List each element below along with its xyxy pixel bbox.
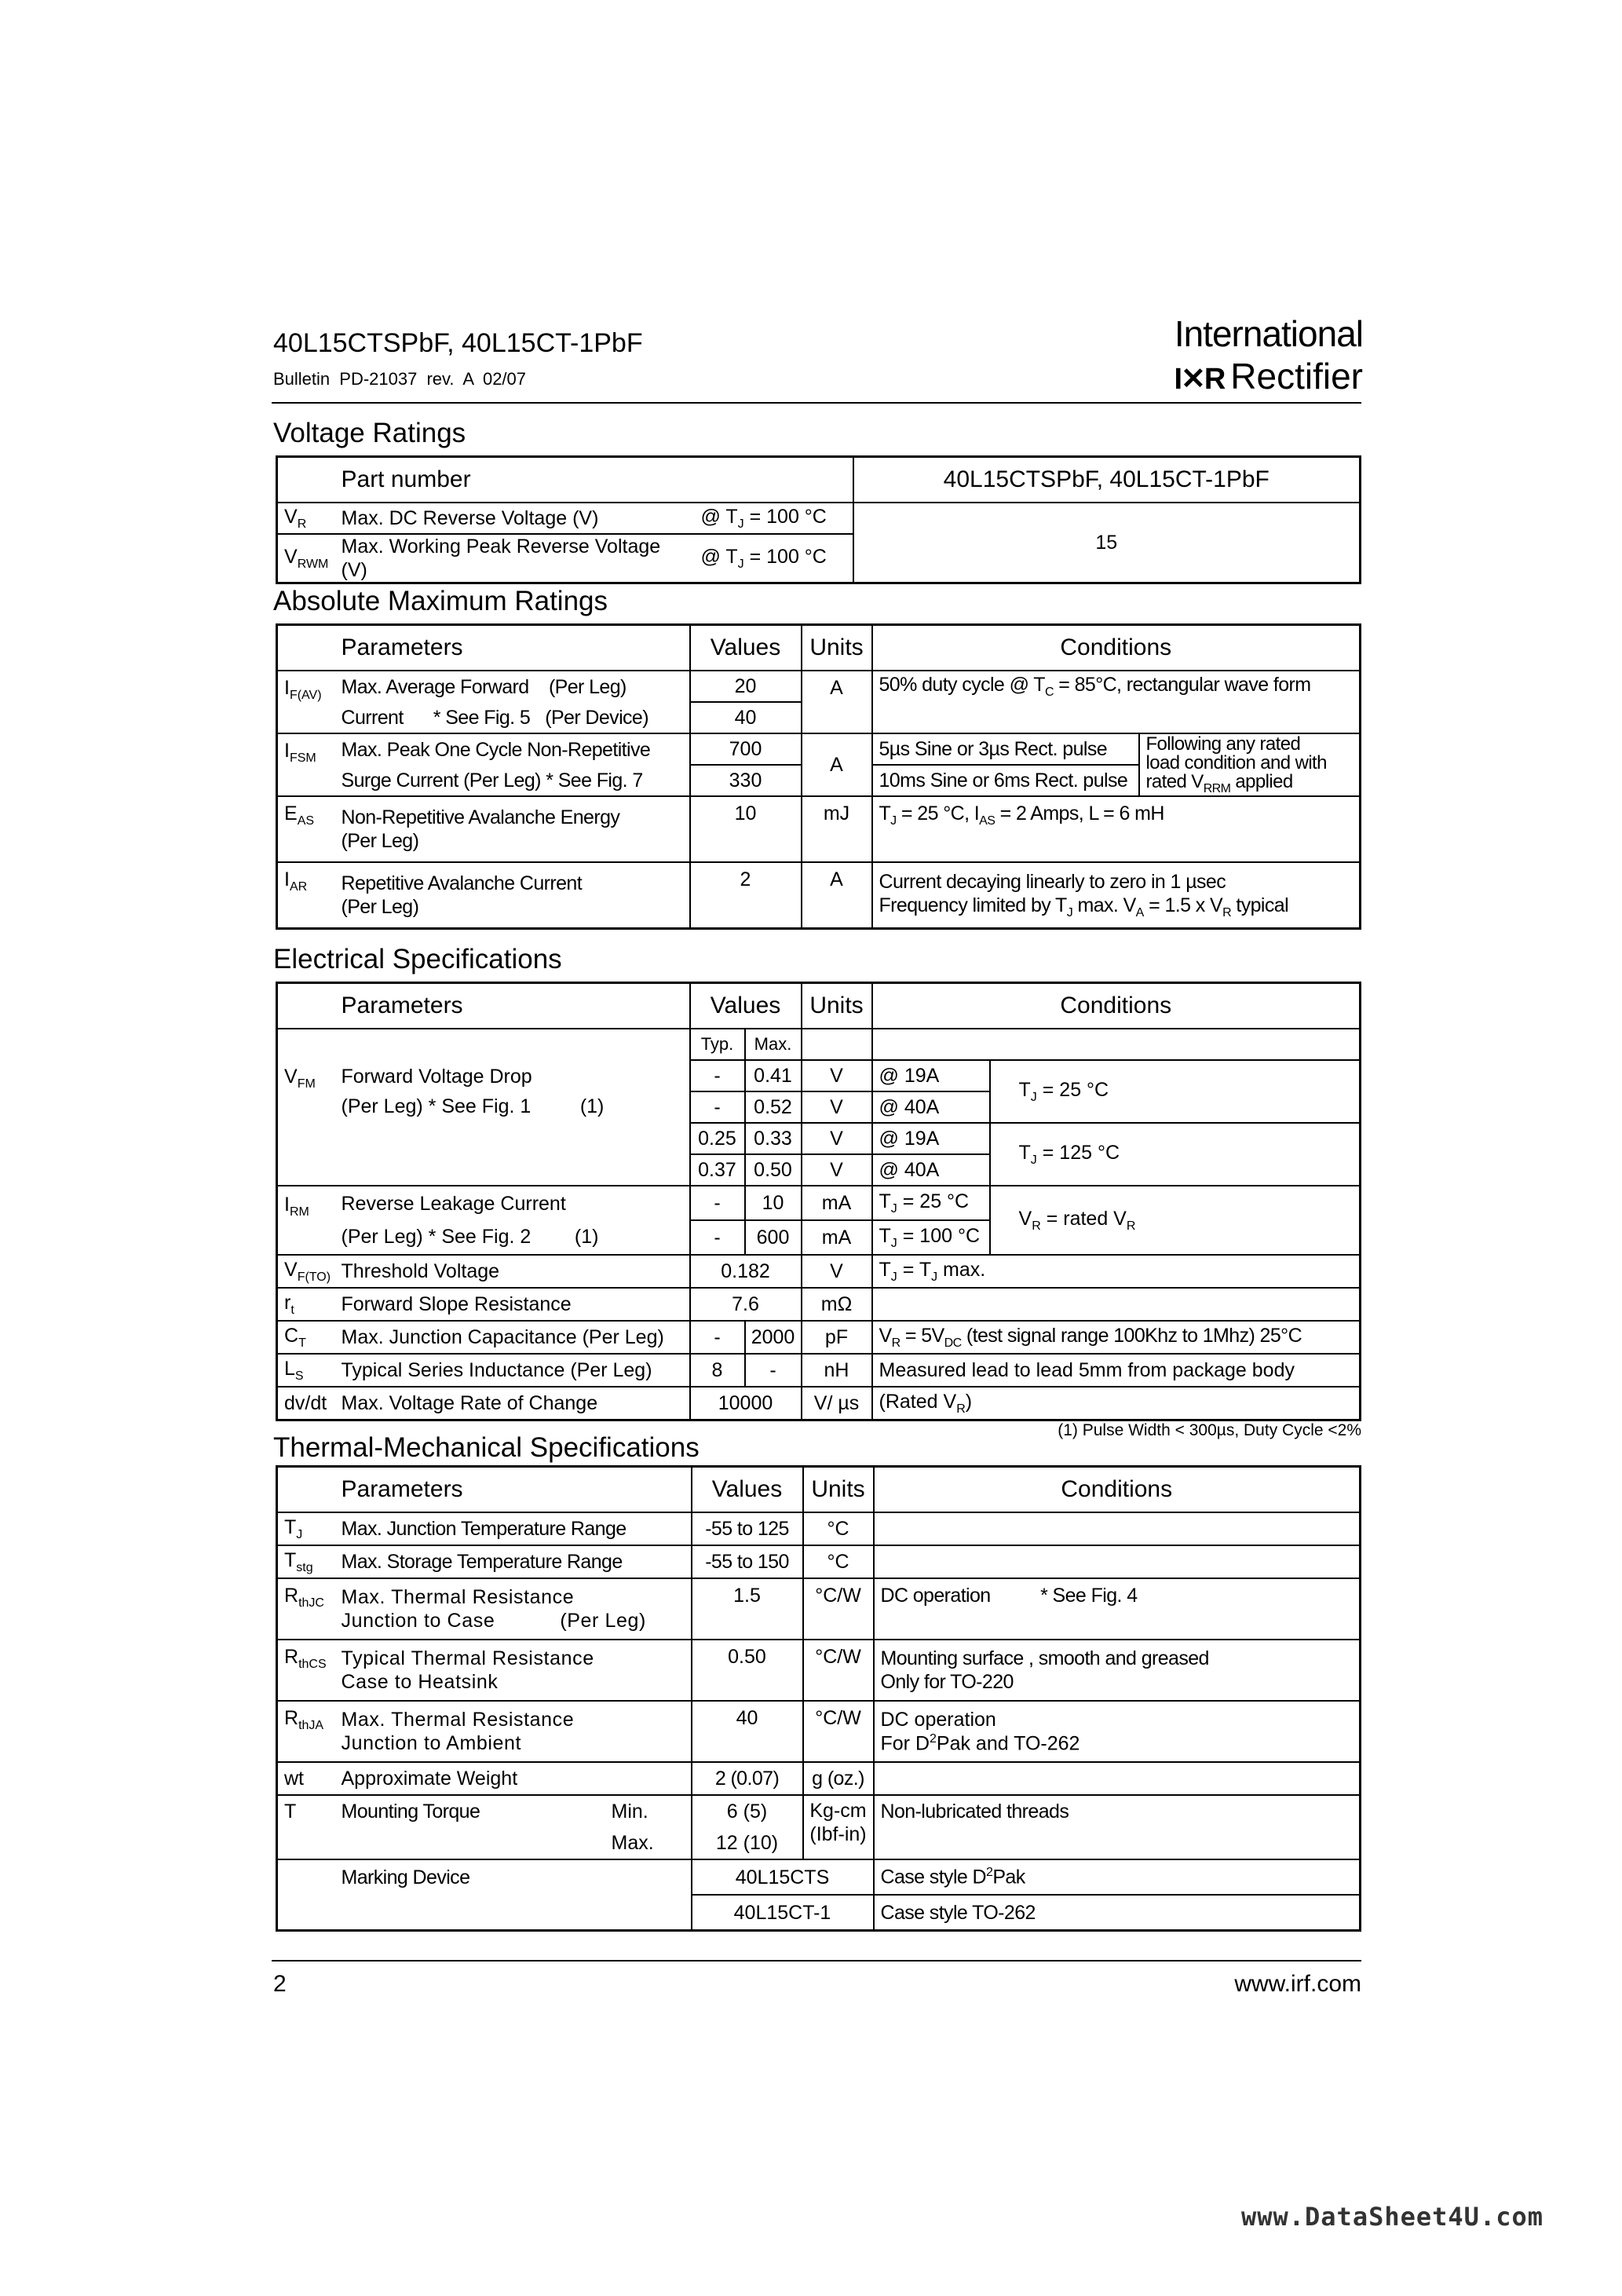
unit-rthcs: °C/W bbox=[803, 1640, 874, 1701]
vfm-typ-2: - bbox=[690, 1091, 745, 1123]
website-url[interactable]: www.irf.com bbox=[1234, 1971, 1361, 1997]
section-heading-electrical: Electrical Specifications bbox=[273, 944, 562, 974]
cell-empty bbox=[335, 1827, 605, 1859]
unit-tstg: °C bbox=[803, 1545, 874, 1578]
brand-name-line1: International bbox=[1174, 313, 1363, 354]
cond-marking-2: Case style TO-262 bbox=[874, 1895, 1361, 1931]
col-header-parameters: Parameters bbox=[335, 983, 690, 1029]
cell-empty bbox=[277, 457, 335, 503]
cond-dvdt: (Rated $V_R$) bbox=[872, 1387, 1361, 1420]
value-marking-1: 40L15CTS bbox=[692, 1859, 874, 1895]
param-vfm: Forward Voltage Drop (Per Leg) * See Fig. 1 (1) bbox=[335, 1060, 690, 1186]
cell-empty bbox=[874, 1545, 1361, 1578]
unit-ct: pF bbox=[802, 1321, 872, 1354]
irm-max-2: 600 bbox=[745, 1220, 802, 1255]
param-marking: Marking Device bbox=[335, 1859, 692, 1895]
value-vfto: 0.182 bbox=[690, 1255, 802, 1288]
document-title: 40L15CTSPbF, 40L15CT-1PbF bbox=[273, 328, 643, 358]
unit-ifav: A bbox=[802, 671, 872, 733]
cell-empty bbox=[802, 1029, 872, 1060]
cell-empty bbox=[277, 983, 335, 1029]
value-iar: 2 bbox=[690, 862, 802, 929]
unit-dvdt: V/ µs bbox=[802, 1387, 872, 1420]
cell-empty bbox=[277, 625, 335, 671]
value-torque-max: 12 (10) bbox=[692, 1827, 803, 1859]
value-ifav-per-leg: 20 bbox=[690, 671, 802, 702]
vfm-typ-3: 0.25 bbox=[690, 1123, 745, 1154]
voltage-ratings-table bbox=[276, 455, 1361, 584]
irm-max-1: 10 bbox=[745, 1186, 802, 1220]
bulletin-number: Bulletin PD-21037 rev. A 02/07 bbox=[273, 369, 527, 389]
cond-eas: $T_J = 25$ °C, $I_{AS} = 2$ Amps, L = 6 mH bbox=[872, 796, 1361, 862]
vfm-max-4: 0.50 bbox=[745, 1154, 802, 1186]
vfm-unit-3: V bbox=[802, 1123, 872, 1154]
vfm-cond-4: @ 40A bbox=[872, 1154, 990, 1186]
subheader-typ: Typ. bbox=[690, 1029, 745, 1060]
param-vfto: Threshold Voltage bbox=[335, 1255, 690, 1288]
cell-empty bbox=[277, 1827, 335, 1859]
header-rule bbox=[272, 402, 1361, 404]
vfm-unit-1: V bbox=[802, 1060, 872, 1091]
irm-unit-2: mA bbox=[802, 1220, 872, 1255]
section-heading-voltage: Voltage Ratings bbox=[273, 418, 466, 448]
param-ifsm-line2: Surge Current (Per Leg) * See Fig. 7 bbox=[335, 765, 690, 796]
page-number: 2 bbox=[273, 1971, 287, 1997]
param-vr: Max. DC Reverse Voltage (V) bbox=[335, 503, 695, 534]
col-header-units: Units bbox=[802, 625, 872, 671]
vfm-typ-1: - bbox=[690, 1060, 745, 1091]
cell-empty bbox=[277, 1029, 335, 1060]
param-vrwm: Max. Working Peak Reverse Voltage (V) bbox=[335, 534, 695, 583]
symbol-vfto: $V_{F(TO)}$ bbox=[277, 1255, 335, 1288]
cond-vfto: $T_J = T_J$ max. bbox=[872, 1255, 1361, 1288]
cond-ct: $V_R = 5V_{DC}$ (test signal range 100Khz to 1Mhz) 25°C bbox=[872, 1321, 1361, 1354]
cell-empty bbox=[872, 1029, 1361, 1060]
symbol-tstg: $T_{stg}$ bbox=[277, 1545, 335, 1578]
col-header-values: Values bbox=[690, 625, 802, 671]
param-iar: Repetitive Avalanche Current (Per Leg) bbox=[335, 862, 690, 929]
irm-cond-1: $T_J = 25$ °C bbox=[872, 1186, 990, 1220]
cond-marking-1: Case style $D^2Pak$ bbox=[874, 1859, 1361, 1895]
cond-rthjc: DC operation * See Fig. 4 bbox=[874, 1578, 1361, 1640]
irm-cond-2: $T_J = 100$ °C bbox=[872, 1220, 990, 1255]
symbol-wt: wt bbox=[277, 1762, 335, 1795]
vfm-tj-25: $T_J = 25$ °C bbox=[990, 1060, 1361, 1123]
symbol-eas: $E_{AS}$ bbox=[277, 796, 335, 862]
electrical-spec-table bbox=[276, 982, 1361, 1421]
watermark: www.DataSheet4U.com bbox=[1240, 2202, 1543, 2232]
cond-iar: Current decaying linearly to zero in 1 µsec Frequency limited by $T_J$ max. $V_A = 1.5$ x $V_R$ typical bbox=[872, 862, 1361, 929]
value-rthjc: 1.5 bbox=[692, 1578, 803, 1640]
unit-vfto: V bbox=[802, 1255, 872, 1288]
cond-ifsm-note: Following any rated load condition and with rated $V_{RRM}$ applied bbox=[1139, 733, 1361, 796]
col-header-units: Units bbox=[802, 983, 872, 1029]
symbol-torque: T bbox=[277, 1795, 335, 1827]
col-header-units: Units bbox=[803, 1467, 874, 1513]
typ-ct: - bbox=[690, 1321, 745, 1354]
section-heading-thermal: Thermal-Mechanical Specifications bbox=[273, 1432, 700, 1463]
param-ifsm-line1: Max. Peak One Cycle Non-Repetitive bbox=[335, 733, 690, 765]
col-header-values: Values bbox=[690, 983, 802, 1029]
symbol-vrwm: $V_{RWM}$ bbox=[277, 534, 335, 583]
cell-empty bbox=[277, 1467, 335, 1513]
subheader-max: Max. bbox=[745, 1029, 802, 1060]
value-rt: 7.6 bbox=[690, 1288, 802, 1321]
col-header-parameters: Parameters bbox=[335, 1467, 692, 1513]
cell-empty bbox=[872, 702, 1361, 733]
col-header-part: Part number bbox=[335, 457, 853, 503]
value-ifsm-10ms: 330 bbox=[690, 765, 802, 796]
vfm-cond-1: @ 19A bbox=[872, 1060, 990, 1091]
col-header-conditions: Conditions bbox=[872, 983, 1361, 1029]
unit-wt: g (oz.) bbox=[803, 1762, 874, 1795]
thermal-mechanical-table bbox=[276, 1465, 1361, 1932]
symbol-rthcs: $R_{thCS}$ bbox=[277, 1640, 335, 1701]
max-ls: - bbox=[745, 1354, 802, 1387]
cond-torque: Non-lubricated threads bbox=[874, 1795, 1361, 1827]
value-dvdt: 10000 bbox=[690, 1387, 802, 1420]
value-rthja: 40 bbox=[692, 1701, 803, 1762]
vfm-max-1: 0.41 bbox=[745, 1060, 802, 1091]
brand-name-line2: Rectifier bbox=[1230, 356, 1363, 397]
cell-empty bbox=[335, 1029, 690, 1060]
unit-eas: mJ bbox=[802, 796, 872, 862]
pulse-width-footnote: (1) Pulse Width < 300µs, Duty Cycle <2% bbox=[1058, 1421, 1361, 1439]
param-tj: Max. Junction Temperature Range bbox=[335, 1512, 692, 1545]
cond-rthja: DC operation For $D^2Pak$ and TO-262 bbox=[874, 1701, 1361, 1762]
param-irm: Reverse Leakage Current (Per Leg) * See Fig. 2 (1) bbox=[335, 1186, 690, 1255]
value-marking-2: 40L15CT-1 bbox=[692, 1895, 874, 1931]
torque-min-label: Min. bbox=[605, 1795, 692, 1827]
cell-empty bbox=[874, 1827, 1361, 1859]
param-torque: Mounting Torque bbox=[335, 1795, 605, 1827]
param-eas: Non-Repetitive Avalanche Energy (Per Leg) bbox=[335, 796, 690, 862]
unit-rthjc: °C/W bbox=[803, 1578, 874, 1640]
unit-ls: nH bbox=[802, 1354, 872, 1387]
unit-torque: Kg-cm (Ibf-in) bbox=[803, 1795, 874, 1859]
param-rthjc: Max. Thermal Resistance Junction to Case (Per Leg) bbox=[335, 1578, 692, 1640]
symbol-tj: $T_J$ bbox=[277, 1512, 335, 1545]
param-ct: Max. Junction Capacitance (Per Leg) bbox=[335, 1321, 690, 1354]
irm-typ-1: - bbox=[690, 1186, 745, 1220]
param-wt: Approximate Weight bbox=[335, 1762, 692, 1795]
unit-rthja: °C/W bbox=[803, 1701, 874, 1762]
vfm-max-3: 0.33 bbox=[745, 1123, 802, 1154]
absolute-max-table bbox=[276, 623, 1361, 930]
cell-empty bbox=[277, 1895, 335, 1931]
param-rthja: Max. Thermal Resistance Junction to Ambient bbox=[335, 1701, 692, 1762]
irm-vr-cond: $V_R$ = rated $V_R$ bbox=[990, 1186, 1361, 1255]
vfm-cond-3: @ 19A bbox=[872, 1123, 990, 1154]
col-header-conditions: Conditions bbox=[872, 625, 1361, 671]
symbol-rthjc: $R_{thJC}$ bbox=[277, 1578, 335, 1640]
cell-empty bbox=[335, 1895, 692, 1931]
cond-vr: @ $T_J = 100$ °C bbox=[695, 503, 853, 534]
irm-typ-2: - bbox=[690, 1220, 745, 1255]
param-dvdt: Max. Voltage Rate of Change bbox=[335, 1387, 690, 1420]
col-header-conditions: Conditions bbox=[874, 1467, 1361, 1513]
value-rthcs: 0.50 bbox=[692, 1640, 803, 1701]
torque-max-label: Max. bbox=[605, 1827, 692, 1859]
symbol-rt: $r_t$ bbox=[277, 1288, 335, 1321]
symbol-ifsm: $I_{FSM}$ bbox=[277, 733, 335, 796]
symbol-ifav: $I_{F(AV)}$ bbox=[277, 671, 335, 733]
vfm-unit-4: V bbox=[802, 1154, 872, 1186]
cond-ifav: 50% duty cycle @ $T_C = 85^\circ C$, rectangular wave form bbox=[872, 671, 1361, 702]
param-ifav-line2: Current * See Fig. 5 (Per Device) bbox=[335, 702, 690, 733]
brand-logo bbox=[1174, 355, 1363, 397]
cond-rthcs: Mounting surface , smooth and greased Only for TO-220 bbox=[874, 1640, 1361, 1701]
unit-iar: A bbox=[802, 862, 872, 929]
symbol-vr: $V_R$ bbox=[277, 503, 335, 534]
cond-ls: Measured lead to lead 5mm from package body bbox=[872, 1354, 1361, 1387]
param-ifav-line1: Max. Average Forward (Per Leg) bbox=[335, 671, 690, 702]
value-eas: 10 bbox=[690, 796, 802, 862]
unit-ifsm: A bbox=[802, 733, 872, 796]
col-header-values: Values bbox=[692, 1467, 803, 1513]
cell-empty bbox=[277, 1859, 335, 1895]
param-tstg: Max. Storage Temperature Range bbox=[335, 1545, 692, 1578]
ir-logo-mark: I✕R bbox=[1174, 363, 1225, 396]
cond-ifsm-10ms: 10ms Sine or 6ms Rect. pulse bbox=[872, 765, 1139, 796]
unit-rt: mΩ bbox=[802, 1288, 872, 1321]
col-header-parameters: Parameters bbox=[335, 625, 690, 671]
symbol-vfm: $V_{FM}$ bbox=[277, 1060, 335, 1186]
col-header-partnumber-value: 40L15CTSPbF, 40L15CT-1PbF bbox=[853, 457, 1361, 503]
typ-ls: 8 bbox=[690, 1354, 745, 1387]
cell-empty bbox=[872, 1288, 1361, 1321]
vfm-unit-2: V bbox=[802, 1091, 872, 1123]
value-tstg: -55 to 150 bbox=[692, 1545, 803, 1578]
value-torque-min: 6 (5) bbox=[692, 1795, 803, 1827]
value-tj: -55 to 125 bbox=[692, 1512, 803, 1545]
value-ifav-per-device: 40 bbox=[690, 702, 802, 733]
footer-rule bbox=[272, 1960, 1361, 1961]
unit-tj: °C bbox=[803, 1512, 874, 1545]
cond-vrwm: @ $T_J = 100$ °C bbox=[695, 534, 853, 583]
symbol-dvdt: dv/dt bbox=[277, 1387, 335, 1420]
symbol-rthja: $R_{thJA}$ bbox=[277, 1701, 335, 1762]
vfm-max-2: 0.52 bbox=[745, 1091, 802, 1123]
vfm-typ-4: 0.37 bbox=[690, 1154, 745, 1186]
cond-ifsm-5us: 5µs Sine or 3µs Rect. pulse bbox=[872, 733, 1139, 765]
param-rt: Forward Slope Resistance bbox=[335, 1288, 690, 1321]
symbol-ct: $C_T$ bbox=[277, 1321, 335, 1354]
symbol-iar: $I_{AR}$ bbox=[277, 862, 335, 929]
cell-empty bbox=[874, 1762, 1361, 1795]
param-rthcs: Typical Thermal Resistance Case to Heatsink bbox=[335, 1640, 692, 1701]
value-ifsm-5us: 700 bbox=[690, 733, 802, 765]
cell-empty bbox=[874, 1512, 1361, 1545]
symbol-ls: $L_S$ bbox=[277, 1354, 335, 1387]
vfm-cond-2: @ 40A bbox=[872, 1091, 990, 1123]
symbol-irm: $I_{RM}$ bbox=[277, 1186, 335, 1255]
section-heading-absolute: Absolute Maximum Ratings bbox=[273, 586, 608, 616]
irm-unit-1: mA bbox=[802, 1186, 872, 1220]
max-ct: 2000 bbox=[745, 1321, 802, 1354]
param-ls: Typical Series Inductance (Per Leg) bbox=[335, 1354, 690, 1387]
value-wt: 2 (0.07) bbox=[692, 1762, 803, 1795]
value-voltage: 15 bbox=[853, 503, 1361, 583]
vfm-tj-125: $T_J = 125$ °C bbox=[990, 1123, 1361, 1186]
